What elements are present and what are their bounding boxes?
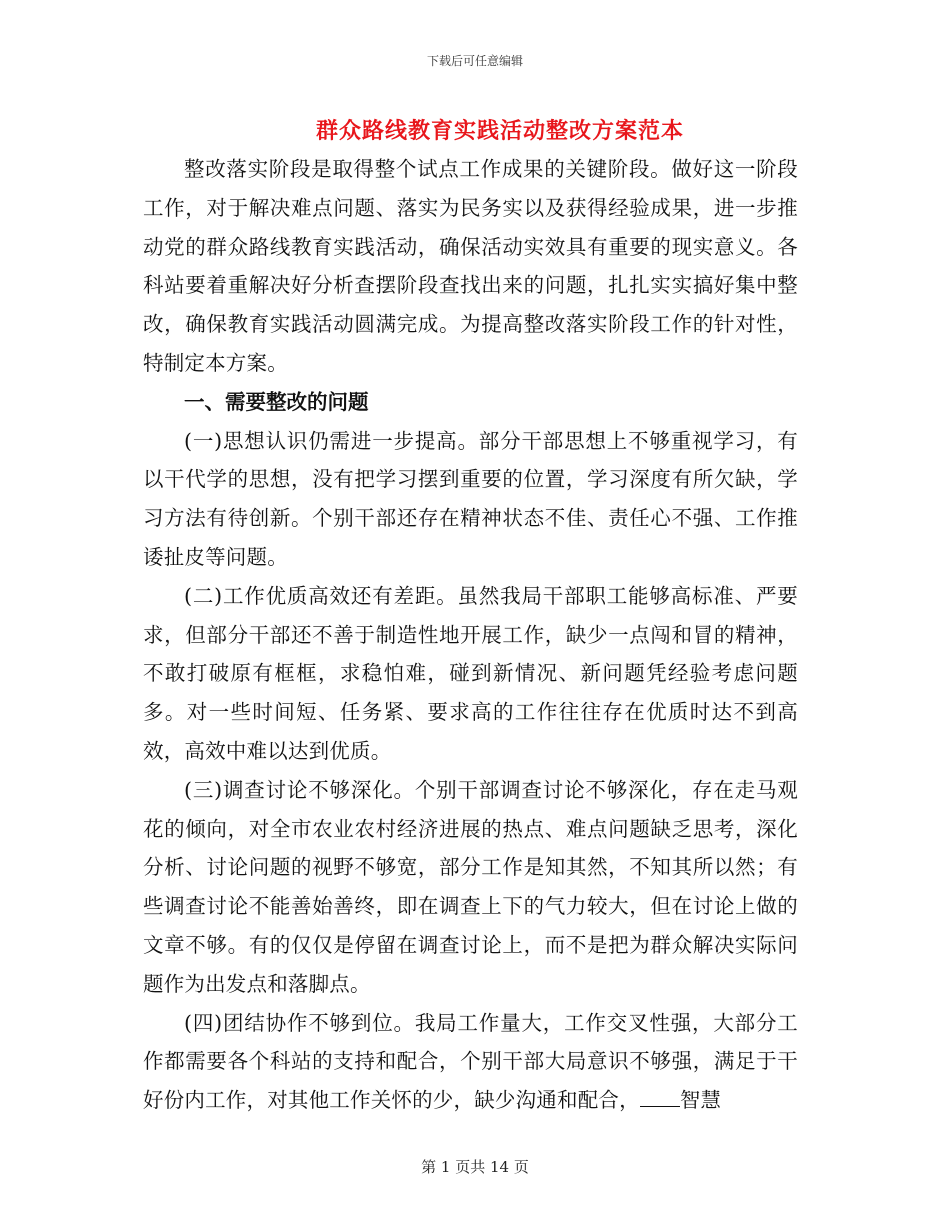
document-title: 群众路线教育实践活动整改方案范本 <box>315 118 684 144</box>
item-4-paragraph <box>143 1004 798 1120</box>
item-2-paragraph: (二)工作优质高效还有差距。虽然我局干部职工能够高标准、严要求，但部分干部还不善于制造性地开展工作，缺少一点闯和冒的精神，不敢打破原有框框，求稳怕难，碰到新情况、新问题凭经验考虑问题多。对一些时间短、任务紧、要求高的工作往往存在优质时达不到高效，高效中难以达到优质。 <box>143 583 798 763</box>
document-body <box>143 150 798 1120</box>
fill-in-blank <box>640 1084 680 1107</box>
section-heading: 一、需要整改的问题 <box>184 389 369 414</box>
page-number: 第 1 页共 14 页 <box>421 1158 529 1176</box>
intro-paragraph: 整改落实阶段是取得整个试点工作成果的关键阶段。做好这一阶段工作，对于解决难点问题、落实为民务实以及获得经验成果，进一步推动党的群众路线教育实践活动，确保活动实效具有重要的现实意义。各科站要着重解决好分析查摆阶段查找出来的问题，扎扎实实搞好集中整改，确保教育实践活动圆满完成。为提高整改落实阶段工作的针对性，特制定本方案。 <box>143 157 798 375</box>
item-1-paragraph: (一)思想认识仍需进一步提高。部分干部思想上不够重视学习，有以干代学的思想，没有把学习摆到重要的位置，学习深度有所欠缺，学习方法有待创新。个别干部还存在精神状态不佳、责任心不强、工作推诿扯皮等问题。 <box>143 428 798 569</box>
item-4-tail: 智慧 <box>679 1088 722 1113</box>
item-4-text: (四)团结协作不够到位。我局工作量大，工作交叉性强，大部分工作都需要各个科站的支持和配合，个别干部大局意识不够强，满足于干好份内工作，对其他工作关怀的少，缺少沟通和配合， <box>143 1010 798 1113</box>
page-header-note: 下载后可任意编辑 <box>426 54 523 68</box>
item-3-paragraph: (三)调查讨论不够深化。个别干部调查讨论不够深化，存在走马观花的倾向，对全市农业农村经济进展的热点、难点问题缺乏思考，深化分析、讨论问题的视野不够宽，部分工作是知其然，不知其所以然；有些调查讨论不能善始善终，即在调查上下的气力较大，但在讨论上做的文章不够。有的仅仅是停留在调查讨论上，而不是把为群众解决实际问题作为出发点和落脚点。 <box>143 777 798 996</box>
